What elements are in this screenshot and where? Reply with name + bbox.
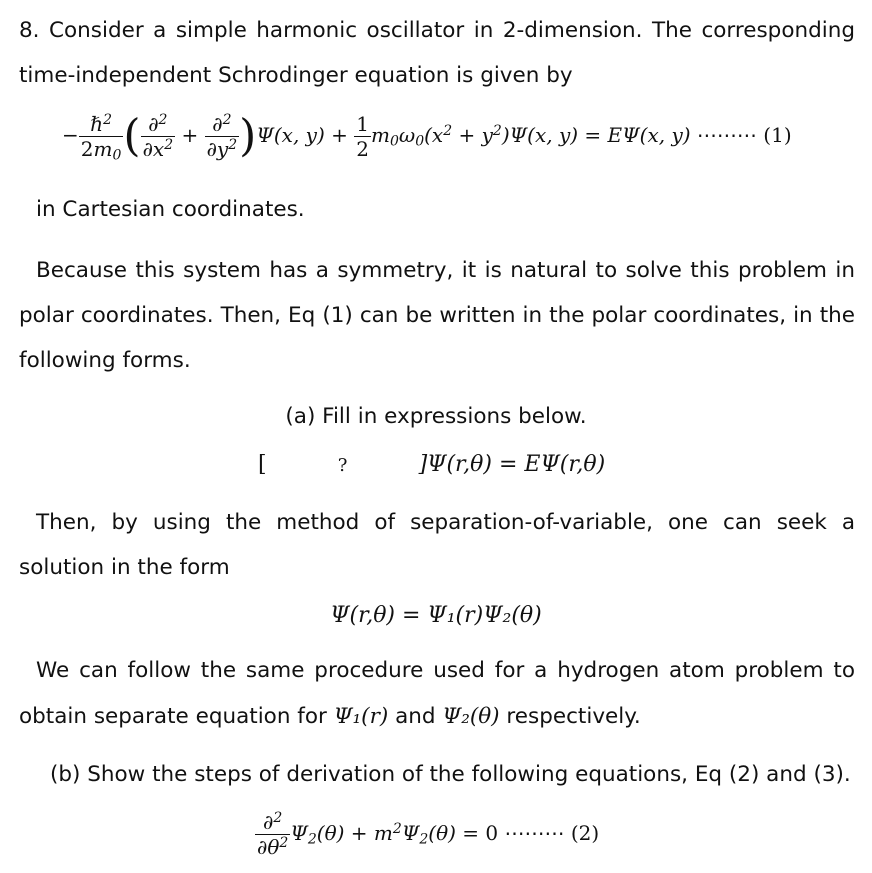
symmetry-paragraph: Because this system has a symmetry, it is natural to solve this problem in polar coordinates. Then, Eq (1) can be written in the polar coordinates, in the following forms.	[19, 258, 855, 373]
separation-equation: Ψ(r,θ) = Ψ₁(r)Ψ₂(θ)	[330, 603, 542, 628]
hydrogen-line-2-b: respectively.	[506, 704, 641, 729]
intro-paragraph: 8. Consider a simple harmonic oscillator in 2-dimension. The corresponding time-independent Schrodinger equation is given by	[19, 18, 855, 88]
fill-in-placeholder: ?	[337, 455, 348, 476]
equation-2: $\frac{\partial^2}{\partial\theta^2}$ $\Psi_2(\theta) + m^2\Psi_2(\theta) = 0$ ⋯⋯⋯ (2)	[257, 810, 600, 859]
hydrogen-line-1: We can follow the same procedure used for a hydrogen atom problem to	[36, 658, 855, 683]
part-a-heading: (a) Fill in expressions below.	[285, 404, 587, 429]
equation-1: − $\frac{\hbar^2}{2m_0}$ ( $\frac{\partial^2}{\partial x^2}$ + $\frac{\partial^2}{\partial y^2}$ )Ψ(x, y) + $\frac{1}{2}$ $m_0\omega_0(x^2 + y^2)\Psi(x$, y) = EΨ(x, y) ⋯⋯⋯ (1)	[62, 110, 792, 164]
equation-1-tag: (1)	[763, 123, 792, 147]
psi2-symbol: Ψ₂(θ)	[442, 704, 500, 729]
psi1-symbol: Ψ₁(r)	[333, 704, 389, 729]
part-a-rest: ]Ψ(r,θ) = EΨ(r,θ)	[418, 452, 606, 477]
part-b-heading: (b) Show the steps of derivation of the following equations, Eq (2) and (3).	[50, 762, 851, 787]
open-bracket: [	[258, 452, 267, 477]
part-a-equation	[258, 452, 605, 477]
after-eq1-text: in Cartesian coordinates.	[36, 197, 305, 222]
equation-2-tag: (2)	[570, 821, 600, 845]
hydrogen-line-2-a: obtain separate equation for	[19, 704, 327, 729]
and-text: and	[395, 704, 436, 729]
hydrogen-line-2	[19, 704, 641, 729]
separation-paragraph: Then, by using the method of separation-of-variable, one can seek a solution in the form	[19, 510, 855, 580]
